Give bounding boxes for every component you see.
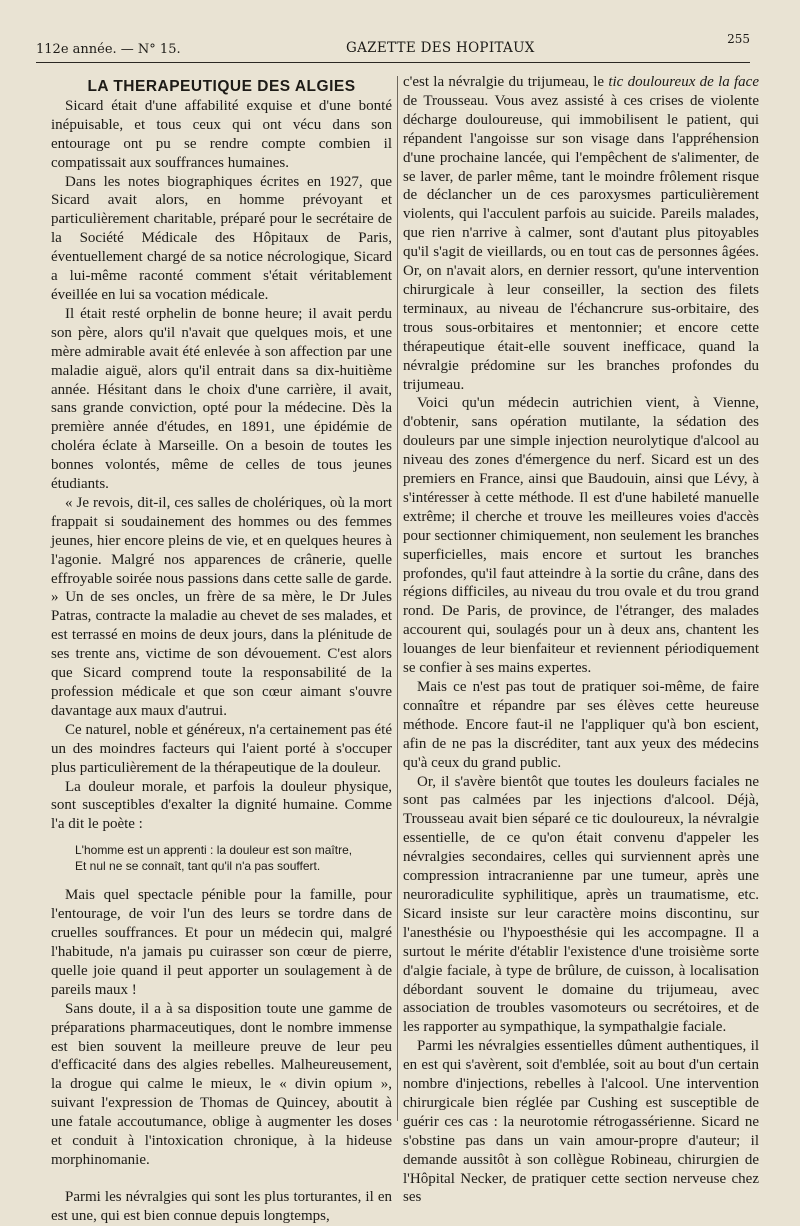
left-column [51, 78, 392, 1224]
running-header [36, 32, 750, 63]
article-title: LA THERAPEUTIQUE DES ALGIES [87, 78, 356, 95]
text-run: de Trousseau. Vous avez assisté à ces crises de violente décharge douloureuse, qui immobilisent le patient, qui répandent l'angoisse sur son visage dans l'appréhension d'une prochaine lancée, qui l'empêchent de s'alimenter, de se laver, de parler même, tant le moindre frôlement risque de déclancher un de ces paroxysmes particulièrement violents, qui l'acculent parfois au suicide. Pareils malades, que rien n'arrive à calmer, sont d'autant plus pitoyables qu'il s'agit de vieillards, ou en tout cas de personnes âgées. Or, on n'avait alors, en dernier ressort, qu'une intervention chirurgicale à leur conseiller, la section des filets terminaux, au niveau de l'échancrure sus-orbitaire, des trous sous-orbitaires et mentonnier; et encore cette thérapeutique était-elle souvent inefficace, quand la névralgie prédomine sur les branches profondes du trijumeau. [403, 92, 759, 393]
paragraph: Mais quel spectacle pénible pour la famille, pour l'entourage, de voir l'un des leurs se tordre dans de cruelles souffrances. Et pour un médecin qui, malgré l'habitude, n'a jamais pu cuirasser son cœur de pierre, quelle joie quand il peut apporter un soulagement à de pareils maux ! [51, 887, 392, 998]
verse-line: Et nul ne se connaît, tant qu'il n'a pas souffert. [75, 859, 321, 874]
paragraph: Sicard était d'une affabilité exquise et d'une bonté inépuisable, et tous ceux qui ont vécu dans son entourage ont pu se rendre compte combien il compatissait aux souffrances humaines. [51, 97, 392, 171]
journal-title: GAZETTE DES HOPITAUX [346, 40, 535, 56]
verse-line: L'homme est un apprenti : la douleur est son maître, [75, 843, 353, 858]
paragraph: Il était resté orphelin de bonne heure; il avait perdu son père, alors qu'il n'avait que quelques mois, et une mère admirable avait été enlevée à son affection par une maladie aiguë, alors qu'il entrait dans sa dix-huitième année. Hésitant dans le choix d'une carrière, il avait, sans grande conviction, opté pour la médecine. Dès la première année d'études, en 1891, une épidémie de choléra éclate à Marseille. On a besoin de toutes les bonnes volontés, même de celles de tous jeunes étudiants. [51, 305, 392, 493]
spacer [51, 1170, 392, 1188]
paragraph: Mais ce n'est pas tout de pratiquer soi-même, de faire connaître et répandre par ses élèves cette heureuse méthode. Encore faut-il ne l'appliquer qu'à bon escient, afin de ne pas la discréditer, tant aux yeux des médecins qu'à ceux du grand public. [403, 679, 759, 771]
issue-label: 112e année. — N° 15. [36, 42, 181, 57]
paragraph: La douleur morale, et parfois la douleur physique, sont susceptibles d'exalter la dignité humaine. Comme l'a dit le poète : [51, 778, 392, 833]
text-run: c'est la névralgie du trijumeau, le [403, 74, 609, 90]
italic-term: tic douloureux de la face [608, 74, 759, 90]
paragraph: Dans les notes biographiques écrites en 1927, que Sicard avait alors, en homme prévoyant et particulièrement charitable, préparé pour le secrétaire de la Société Médicale des Hôpitaux de Paris, éventuellement chargé de sa notice nécrologique, Sicard a lui-même raconté comment s'était véritablement éveillée en lui sa vocation médicale. [51, 173, 392, 303]
paragraph: « Je revois, dit-il, ces salles de cholériques, où la mort frappait si soudainement des hommes ou des femmes jeunes, hier encore pleins de vie, et en quelques heures à l'agonie. Malgré nos apparences de crânerie, quelle effroyable soirée nous passions dans cette salle de garde. » Un de ses oncles, un frère de sa mère, le Dr Jules Patras, contracte la maladie au chevet de ses malades, et est terrassé en moins de deux jours, dans la plénitude de ses trente ans, victime de son dévouement. C'est alors que Sicard comprend toute la responsabilité de la profession médicale et que son cœur aimant s'ouvre davantage aux maux d'autrui. [51, 494, 392, 719]
column-divider [397, 76, 398, 1121]
poem-quote [75, 842, 392, 874]
paragraph: Voici qu'un médecin autrichien vient, à Vienne, d'obtenir, sans opération mutilante, la sédation des douleurs par une simple injection neurolytique d'alcool au niveau des zones d'émergence du nerf. Sicard est un des premiers en France, ainsi que Baudouin, ainsi que Lévy, à s'intéresser à cette méthode. Il est d'une habileté manuelle extrême; il cherche et trouve les meilleures voies d'accès pour sectionner chimiquement, non seulement les branches superficielles, mais encore et surtout les branches profondes, qu'il faut atteindre à la sortie du crâne, dans des régions difficiles, au niveau du trou ovale et du trou grand rond. De Paris, de province, de l'étranger, des malades accourent qui, soulagés pour un à deux ans, chantent les louanges de leur bienfaiteur et reviennent périodiquement se confier à ses mains expertes. [403, 395, 759, 677]
page-number: 255 [727, 32, 750, 46]
right-column [403, 73, 759, 1206]
paragraph: Sans doute, il a à sa disposition toute une gamme de préparations pharmaceutiques, dont le nombre immense est bien souvent la meilleure preuve de leur peu d'efficacité dans des algies rebelles. Malheureusement, la drogue qui calme le mieux, le « divin opium », suivant l'expression de Thomas de Quincey, aboutit à une fatale accoutumance, oblige à augmenter les doses et conduit à l'intoxication chronique, à la hideuse morphinomanie. [51, 1000, 392, 1168]
paragraph: Parmi les névralgies essentielles dûment authentiques, il en est qui s'avèrent, soit d'emblée, soit au bout d'un certain nombre d'injections, rebelles à l'alcool. Une intervention chirurgicale bien réglée par Cushing est susceptible de guérir ces cas : la neurotomie rétrogassérienne. Sicard ne s'obstine pas dans un vain amour-propre d'auteur; il demande aussitôt à son collègue Robineau, chirurgien de l'Hôpital Necker, de pratiquer cette section nerveuse chez ses [403, 1038, 759, 1206]
paragraph: Or, il s'avère bientôt que toutes les douleurs faciales ne sont pas calmées par les injections d'alcool. Déjà, Trousseau avait bien séparé ce tic douloureux, la névralgie essentielle, de ce qu'on était convenu d'appeler les névralgies secondaires, celles qui surviennent après une compression intracranienne par une tumeur, après une neuroradiculite syphilitique, après un traumatisme, etc. Sicard insiste sur leur caractère moins discontinu, sur l'anesthésie ou l'hypoesthésie qui les accompagne. Il a surtout le mérite d'établir l'existence d'une troisième sorte d'algie faciale, à type de brûlure, de cuisson, à localisation débordant souvent le domaine du trijumeau, avec association de troubles vasomoteurs ou secrétoires, et de les rapporter au sympathique, la sympathalgie faciale. [403, 773, 759, 1036]
paragraph-continued [403, 73, 759, 394]
paragraph: Ce naturel, noble et généreux, n'a certainement pas été un des moindres facteurs qui l'aient porté à s'occuper plus particulièrement de la thérapeutique de la douleur. [51, 721, 392, 776]
paragraph: Parmi les névralgies qui sont les plus torturantes, il en est une, qui est bien connue depuis longtemps, [51, 1188, 392, 1224]
